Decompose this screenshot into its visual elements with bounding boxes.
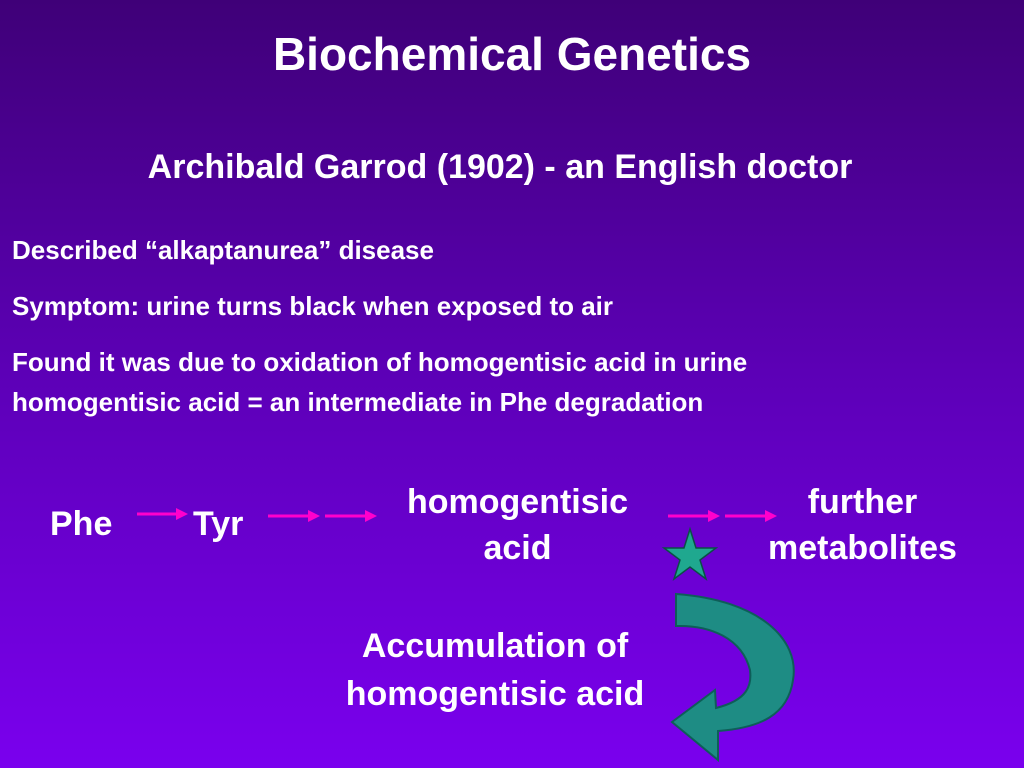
slide-title: Biochemical Genetics xyxy=(272,28,752,80)
block-star-icon xyxy=(664,529,716,579)
slide-subtitle: Archibald Garrod (1902) - an English doctor xyxy=(147,148,853,186)
accumulation-label: Accumulation of homogentisic acid xyxy=(345,627,645,713)
arrow-hga-further-1-icon xyxy=(668,510,720,522)
tyr-label: Tyr xyxy=(193,505,244,543)
arrow-tyr-hga-2-icon xyxy=(325,510,377,522)
bullet-intermediate: homogentisic acid = an intermediate in Phe degradation xyxy=(12,387,704,417)
curved-arrow-icon xyxy=(672,594,794,760)
homogentisic-acid-label: homogentisic acid xyxy=(406,483,629,567)
bullet-found: Found it was due to oxidation of homogentisic acid in urine xyxy=(12,347,748,377)
arrow-tyr-hga-1-icon xyxy=(268,510,320,522)
phe-label: Phe xyxy=(50,505,113,543)
bullet-symptom: Symptom: urine turns black when exposed to air xyxy=(12,291,614,321)
bullet-described: Described “alkaptanurea” disease xyxy=(12,235,434,265)
arrow-phe-tyr-icon xyxy=(137,508,188,520)
further-metabolites-label: further metabolites xyxy=(768,483,957,567)
